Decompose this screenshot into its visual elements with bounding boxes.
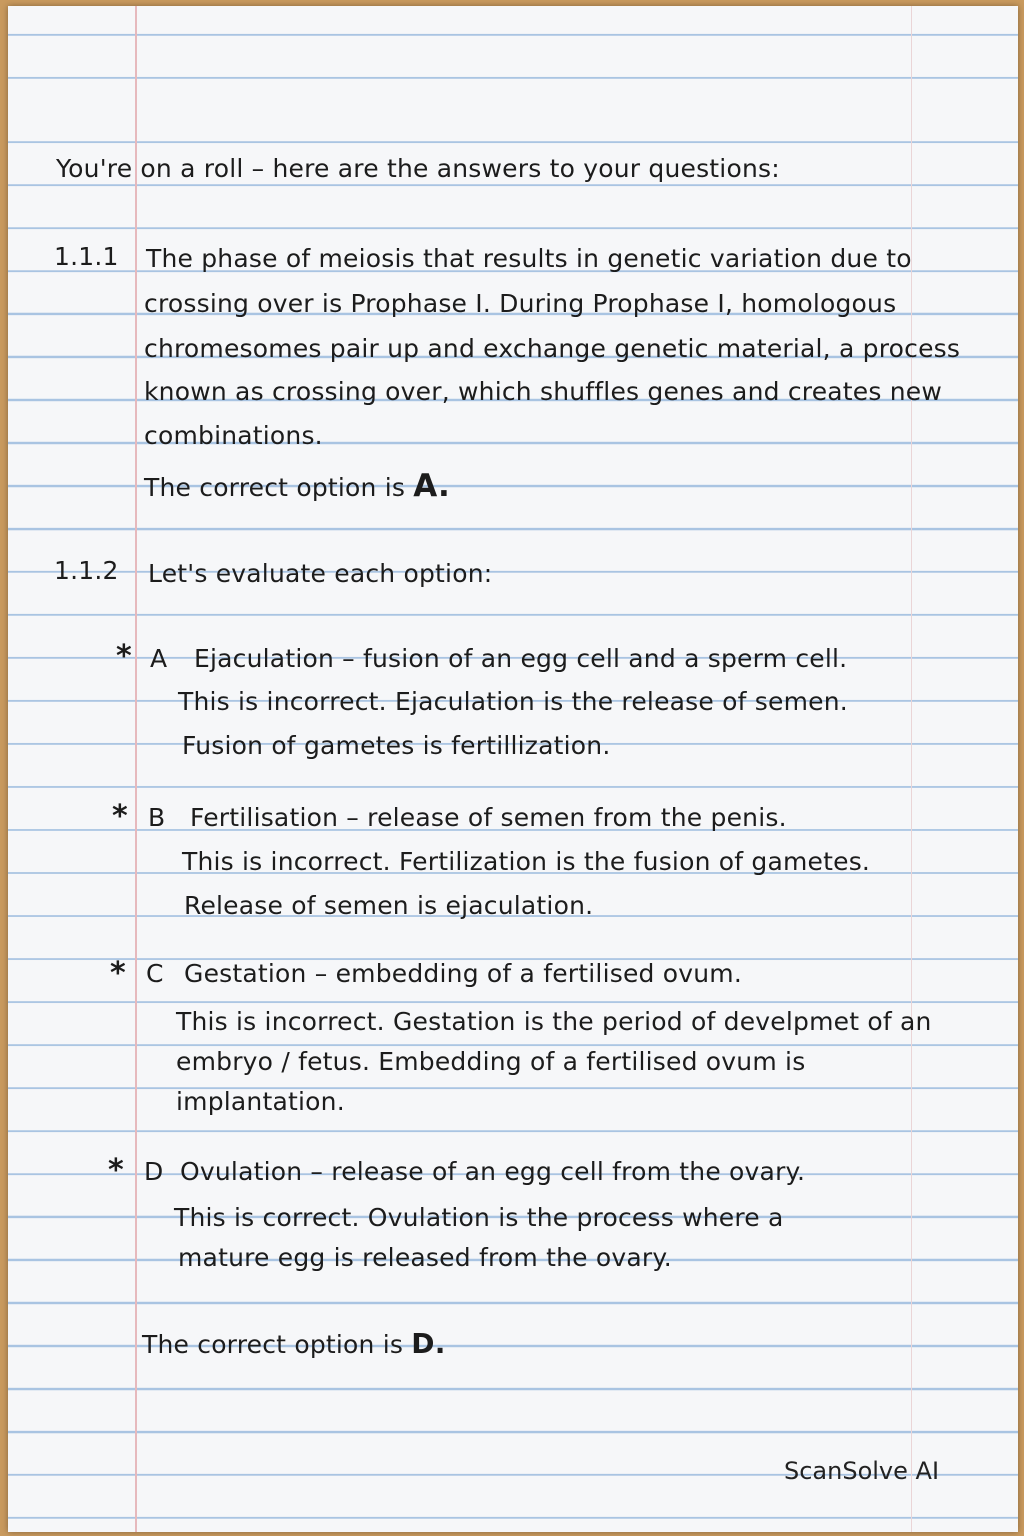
scansolve-watermark: ScanSolve AI <box>784 1457 940 1485</box>
option-d-letter: D <box>144 1157 164 1186</box>
q1-line-4: known as crossing over, which shuffles genes and creates new <box>144 377 943 406</box>
intro-text: You're on a roll – here are the answers to your questions: <box>56 154 780 183</box>
q1-answer-line <box>144 468 450 504</box>
bullet-asterisk: * <box>112 799 128 834</box>
q1-line-3: chromesomes pair up and exchange genetic material, a process <box>144 334 961 363</box>
bullet-asterisk: * <box>108 1153 124 1188</box>
option-a-statement: Ejaculation – fusion of an egg cell and a sperm cell. <box>194 644 848 673</box>
option-d-explanation-1: This is correct. Ovulation is the process where a <box>174 1203 784 1232</box>
option-b-statement: Fertilisation – release of semen from the penis. <box>190 803 787 832</box>
q2-answer-prefix: The correct option is <box>142 1330 404 1359</box>
option-a-explanation-1: This is incorrect. Ejaculation is the release of semen. <box>178 687 848 716</box>
q1-answer-prefix: The correct option is <box>144 473 406 502</box>
option-b-letter: B <box>148 803 166 832</box>
q2-answer: D. <box>411 1327 446 1360</box>
q2-intro: Let's evaluate each option: <box>148 559 493 588</box>
lined-paper <box>8 6 1018 1532</box>
option-d-explanation-2: mature egg is released from the ovary. <box>178 1243 672 1272</box>
right-margin-line <box>911 6 912 1532</box>
bullet-asterisk: * <box>110 956 126 991</box>
option-c-explanation-2: embryo / fetus. Embedding of a fertilised ovum is <box>176 1047 806 1076</box>
q2-answer-line <box>142 1327 446 1360</box>
option-b-explanation-1: This is incorrect. Fertilization is the fusion of gametes. <box>182 847 871 876</box>
question-number-1: 1.1.1 <box>54 242 119 271</box>
question-number-2: 1.1.2 <box>54 556 119 585</box>
q1-answer: A. <box>413 468 451 504</box>
q1-line-5: combinations. <box>144 421 323 450</box>
bullet-asterisk: * <box>116 639 132 674</box>
option-d-statement: Ovulation – release of an egg cell from the ovary. <box>180 1157 806 1186</box>
q1-line-1: The phase of meiosis that results in genetic variation due to <box>146 244 912 273</box>
option-c-letter: C <box>146 959 164 988</box>
margin-line <box>135 6 137 1532</box>
option-a-letter: A <box>150 644 168 673</box>
option-a-explanation-2: Fusion of gametes is fertillization. <box>182 731 611 760</box>
option-c-explanation-1: This is incorrect. Gestation is the period of develpmet of an <box>176 1007 932 1036</box>
option-b-explanation-2: Release of semen is ejaculation. <box>184 891 594 920</box>
q1-line-2: crossing over is Prophase I. During Prophase I, homologous <box>144 289 897 318</box>
option-c-statement: Gestation – embedding of a fertilised ovum. <box>184 959 742 988</box>
option-c-explanation-3: implantation. <box>176 1087 345 1116</box>
